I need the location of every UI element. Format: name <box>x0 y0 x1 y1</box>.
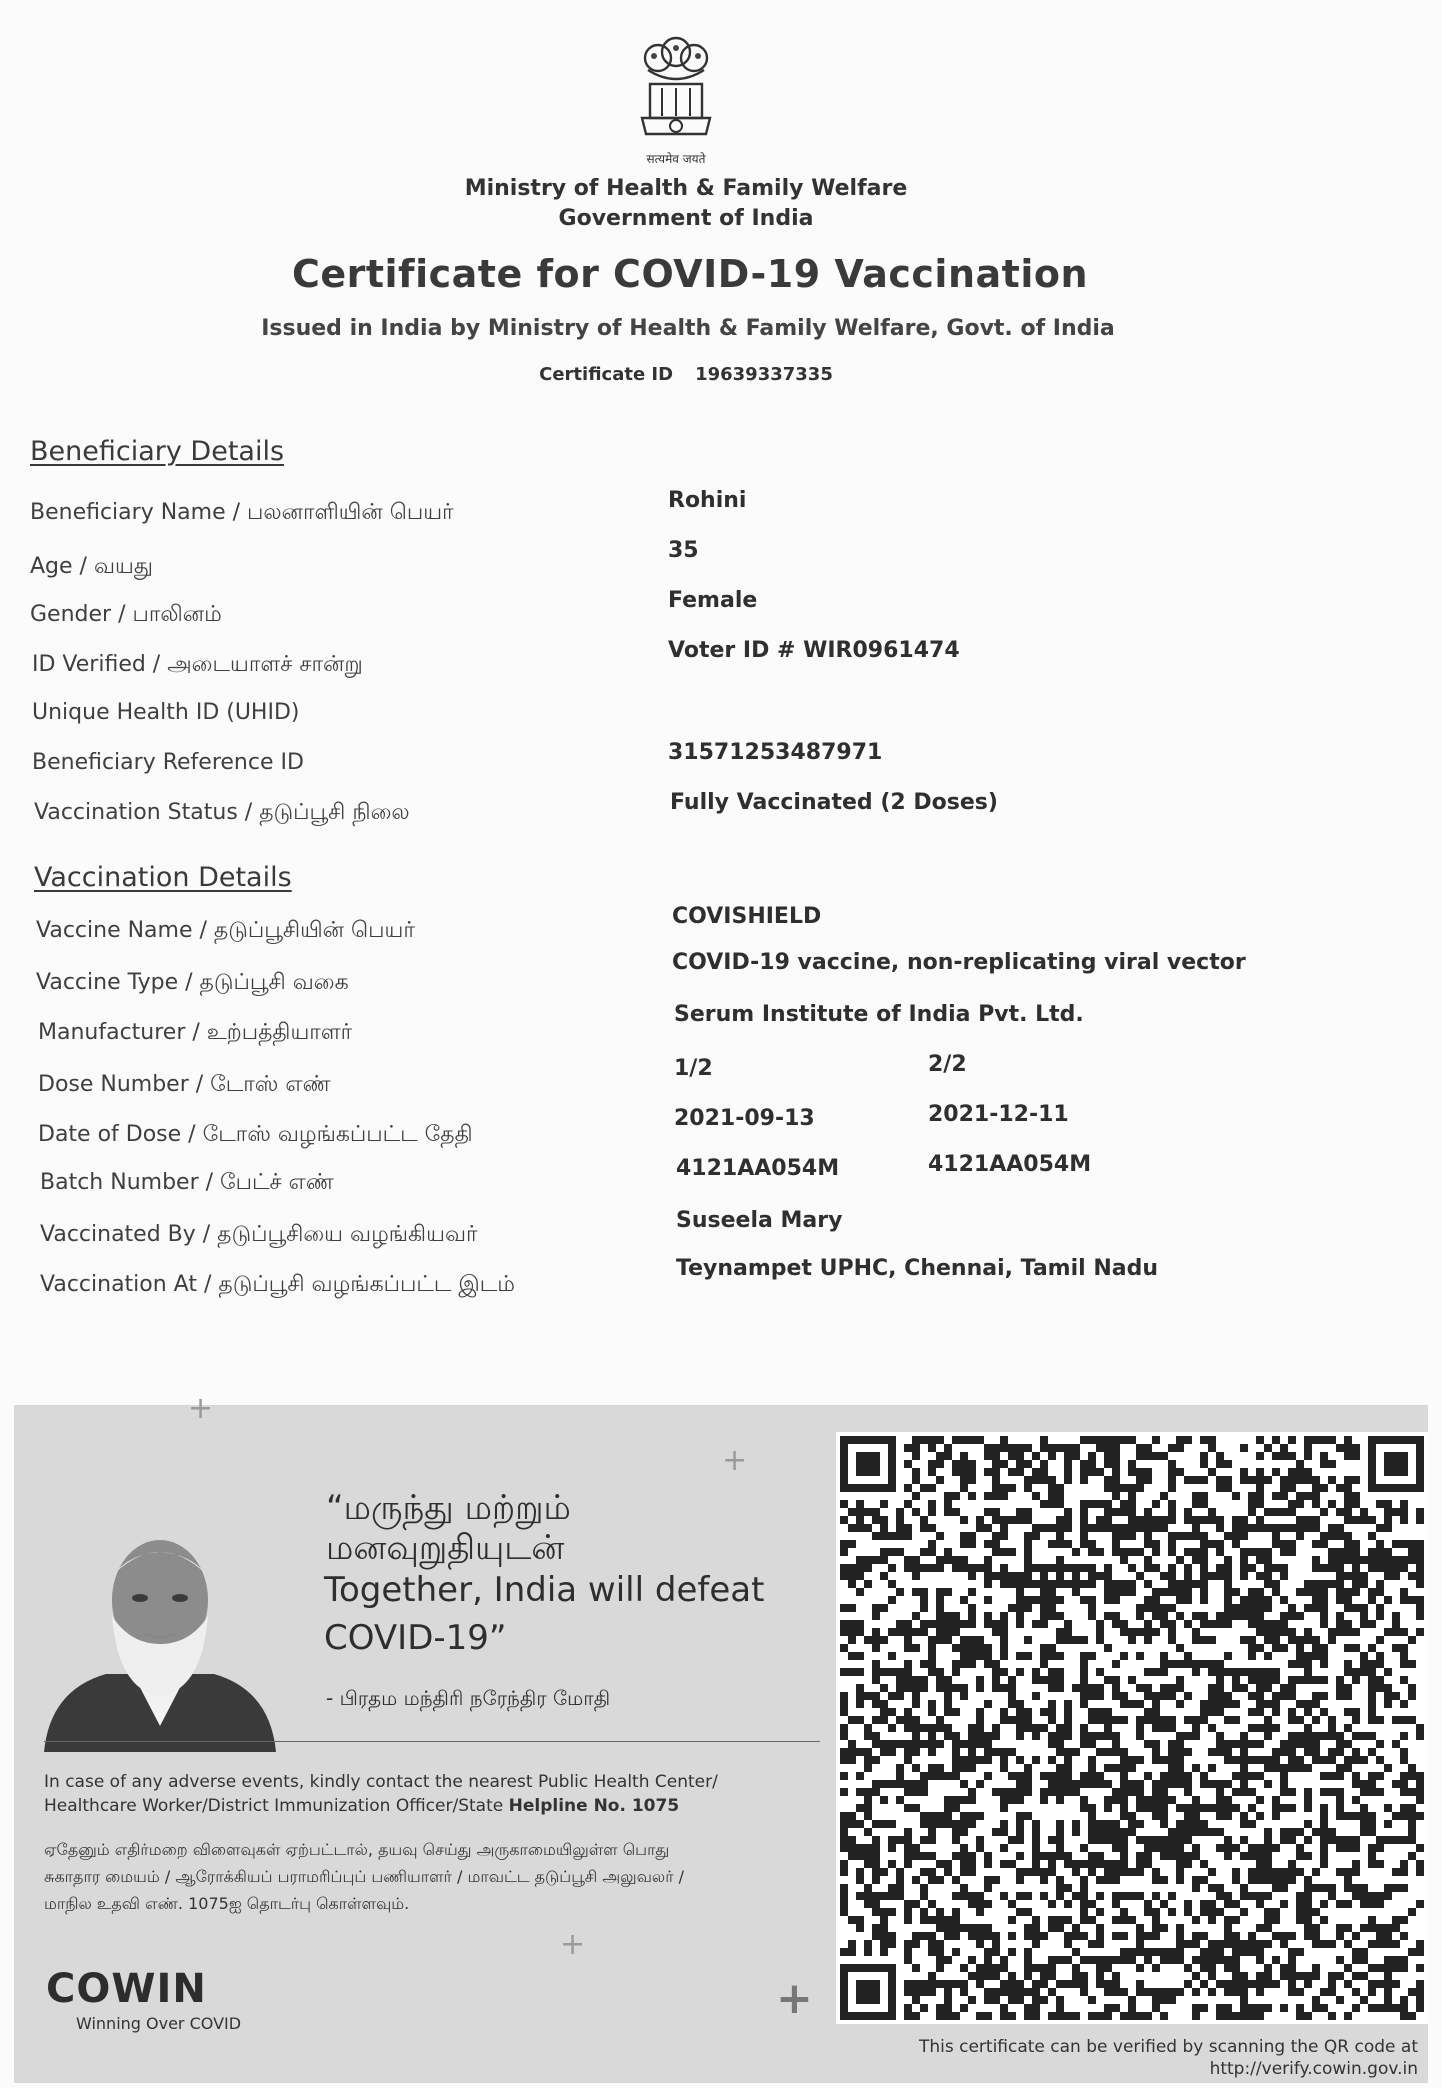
dose2-date: 2021-12-11 <box>928 1102 1069 1127</box>
dose1-date: 2021-09-13 <box>674 1106 815 1131</box>
vaccine-name-label: Vaccine Name / தடுப்பூசியின் பெயர் <box>36 918 415 943</box>
beneficiary-name-label: Beneficiary Name / பலனாளியின் பெயர் <box>30 500 454 525</box>
verification-qr-code <box>836 1432 1428 2024</box>
qr-code-icon <box>836 1432 1428 2024</box>
dose1-number: 1/2 <box>674 1056 713 1081</box>
page-subtitle: Issued in India by Ministry of Health & Family Welfare, Govt. of India <box>261 316 1115 341</box>
gender-value: Female <box>668 588 758 613</box>
plus-decoration-icon: + <box>188 1391 214 1426</box>
reference-id-label: Beneficiary Reference ID <box>32 750 304 775</box>
cowin-logo: COWIN <box>46 1966 207 2012</box>
beneficiary-name-value: Rohini <box>668 488 747 513</box>
plus-decoration-icon: + <box>560 1927 586 1962</box>
cowin-tagline: Winning Over COVID <box>76 2014 242 2033</box>
helpline-number: Helpline No. 1075 <box>508 1796 680 1816</box>
vaccine-name-value: COVISHIELD <box>672 904 822 929</box>
dose1-batch: 4121AA054M <box>676 1156 840 1181</box>
ministry-line: Ministry of Health & Family Welfare <box>464 176 908 201</box>
notice-line <box>44 1794 804 1818</box>
vaccinated-by-label: Vaccinated By / தடுப்பூசியை வழங்கியவர் <box>40 1222 478 1247</box>
divider <box>44 1741 820 1742</box>
prime-minister-portrait <box>40 1512 280 1752</box>
age-value: 35 <box>668 538 699 563</box>
verification-text: This certificate can be verified by scanning the QR code at <box>918 2037 1418 2057</box>
vaccine-type-label: Vaccine Type / தடுப்பூசி வகை <box>36 970 349 995</box>
vaccinated-by-value: Suseela Mary <box>676 1208 843 1233</box>
notice-line: மாநில உதவி எண். 1075ஐ தொடர்பு கொள்ளவும். <box>44 1894 410 1913</box>
age-label: Age / வயது <box>30 554 153 579</box>
quote-english-line: Together, India will defeat <box>324 1570 765 1610</box>
verification-url: http://verify.cowin.gov.in <box>1209 2059 1418 2079</box>
vaccination-status-label: Vaccination Status / தடுப்பூசி நிலை <box>34 800 410 825</box>
id-verified-label: ID Verified / அடையாளச் சான்று <box>32 652 363 677</box>
notice-text: Healthcare Worker/District Immunization Officer/State <box>44 1796 509 1816</box>
certificate-id-label: Certificate ID <box>539 364 674 385</box>
national-emblem-icon <box>628 26 724 166</box>
certificate-id-value: 19639337335 <box>695 364 833 385</box>
batch-number-label: Batch Number / பேட்ச் எண் <box>40 1170 334 1195</box>
ministry-name <box>0 174 1372 234</box>
notice-line: சுகாதார மையம் / ஆரோக்கியப் பராமரிப்புப் பணியாளர் / மாவட்ட தடுப்பூசி அலுவலர் / <box>44 1867 685 1886</box>
vaccinated-at-value: Teynampet UPHC, Chennai, Tamil Nadu <box>676 1256 1158 1281</box>
beneficiary-heading: Beneficiary Details <box>30 436 285 467</box>
vaccinated-at-label: Vaccination At / தடுப்பூசி வழங்கப்பட்ட இடம் <box>40 1272 516 1297</box>
dose2-number: 2/2 <box>928 1052 967 1077</box>
vaccine-type-value: COVID-19 vaccine, non-replicating viral vector <box>672 950 1246 975</box>
vaccination-status-value: Fully Vaccinated (2 Doses) <box>670 790 998 815</box>
government-line: Government of India <box>558 206 814 231</box>
verification-note <box>820 2036 1418 2080</box>
quote-attribution: - பிரதம மந்திரி நரேந்திர மோதி <box>326 1686 611 1710</box>
quote-english <box>324 1566 764 1662</box>
reference-id-value: 31571253487971 <box>668 740 883 765</box>
adverse-events-notice <box>44 1770 804 1818</box>
notice-line: In case of any adverse events, kindly contact the nearest Public Health Center/ <box>44 1772 718 1792</box>
id-verified-value: Voter ID # WIR0961474 <box>668 638 960 663</box>
notice-line: ஏதேனும் எதிர்மறை விளைவுகள் ஏற்பட்டால், தயவு செய்து அருகாமையிலுள்ள பொது <box>44 1840 670 1859</box>
manufacturer-value: Serum Institute of India Pvt. Ltd. <box>674 1002 1084 1027</box>
date-of-dose-label: Date of Dose / டோஸ் வழங்கப்பட்ட தேதி <box>38 1122 473 1147</box>
quote-tamil-line: மனவுறுதியுடன் <box>326 1528 565 1568</box>
plus-decoration-icon: + <box>722 1443 748 1478</box>
quote-tamil <box>326 1488 571 1568</box>
dose-number-label: Dose Number / டோஸ் எண் <box>38 1072 331 1097</box>
plus-decoration-icon: + <box>776 1973 813 2024</box>
quote-tamil-line: “மருந்து மற்றும் <box>326 1488 571 1528</box>
page-title: Certificate for COVID-19 Vaccination <box>291 252 1089 296</box>
vaccination-heading: Vaccination Details <box>34 862 292 893</box>
gender-label: Gender / பாலினம் <box>30 602 222 627</box>
emblem-motto: सत्यमेव जयते <box>646 152 706 166</box>
adverse-events-notice-tamil <box>44 1836 804 1917</box>
quote-english-line: COVID-19” <box>324 1618 507 1658</box>
dose2-batch: 4121AA054M <box>928 1152 1092 1177</box>
certificate-id <box>0 364 1372 385</box>
manufacturer-label: Manufacturer / உற்பத்தியாளர் <box>38 1020 353 1045</box>
uhid-label: Unique Health ID (UHID) <box>32 700 300 725</box>
